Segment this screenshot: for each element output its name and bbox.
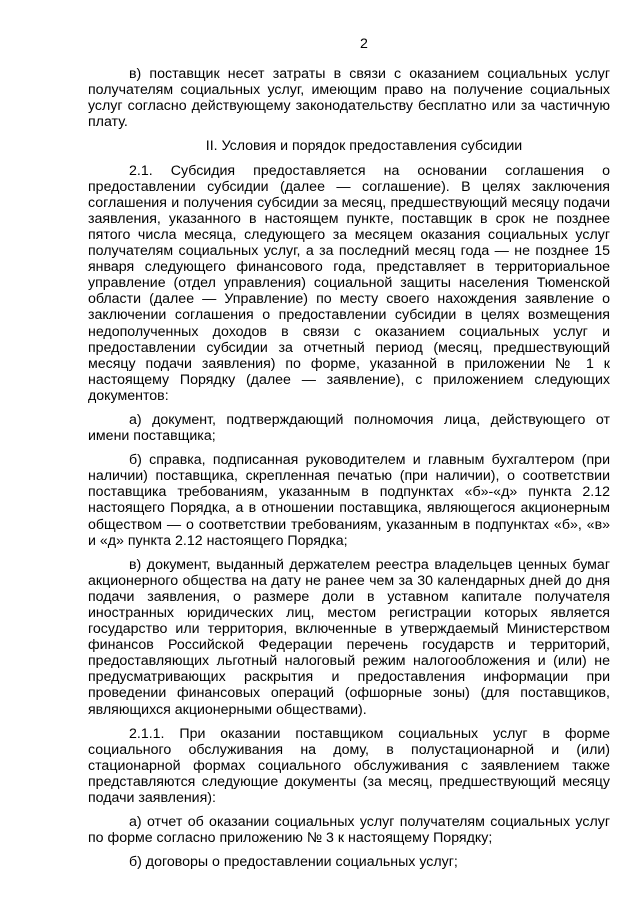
page-number: 2 — [360, 36, 368, 52]
paragraph-v-registry: в) документ, выданный держателем реестра владельцев ценных бумаг акционерного общества на дату не ранее чем за 30 календарных дней до дня подачи заявления, о размере доли в уставном капитале получателя иностранных юридических лиц, местом регистрации которых является государство или территория, включенные в утверждаемый Министерством финансов Российской Федерации перечень государств и территорий, предоставляющих льготный налоговый режим налогообложения и (или) не предусматривающих раскрытия и предоставления информации при проведении финансовых операций (офшорные зоны) (для поставщиков, являющихся акционерными обществами). — [88, 556, 610, 718]
paragraph-a-report: а) отчет об оказании социальных услуг получателям социальных услуг по форме согласно приложению № 3 к настоящему Порядку; — [88, 814, 610, 847]
section-heading: II. Условия и порядок предоставления субсидии — [205, 138, 523, 155]
paragraph-2-1-1: 2.1.1. При оказании поставщиком социальных услуг в форме социального обслуживания на дому, в полустационарной и (или) стационарной формах социального обслуживания с заявлением также представляются следующие документы (за месяц, предшествующий месяцу подачи заявления): — [88, 725, 610, 807]
paragraph-b-contracts: б) договоры о предоставлении социальных услуг; — [129, 854, 458, 871]
paragraph-2-1: 2.1. Субсидия предоставляется на основании соглашения о предоставлении субсидии (далее — соглашение). В целях заключения соглашения и получения субсидии за месяц, предшествующий месяцу подачи заявления, указанного в настоящем пункте, поставщик в срок не позднее пятого числа месяца, следующего за месяцем оказания социальных услуг получателям социальных услуг, а за последний месяц года — не позднее 15 января следующего финансового года, представляет в территориальное управление (отдел управления) социальной защиты населения Тюменской области (далее — Управление) по месту своего нахождения заявление о заключении соглашения о предоставлении субсидии в целях возмещения недополученных доходов в связи с оказанием социальных услуг и предоставлении субсидии за отчетный период (месяц, предшествующий месяцу подачи заявления) по форме, указанной в приложении № 1 к настоящему Порядку (далее — заявление), с приложением следующих документов: — [88, 162, 610, 404]
paragraph-a-authority: а) документ, подтверждающий полномочия лица, действующего от имени поставщика; — [88, 411, 610, 445]
paragraph-v-costs: в) поставщик несет затраты в связи с оказанием социальных услуг получателям социальных услуг, имеющим право на получение социальных услуг согласно действующему законодательству бесплатно или за частичную плату. — [88, 66, 610, 131]
paragraph-b-certificate: б) справка, подписанная руководителем и главным бухгалтером (при наличии) поставщика, скрепленная печатью (при наличии), о соответствии поставщика требованиям, указанным в подпунктах «б»-«д» пункта 2.12 настоящего Порядка, а в отношении поставщика, являющегося акционерным обществом — о соответствии требованиям, указанным в подпунктах «б», «в» и «д» пункта 2.12 настоящего Порядка; — [88, 452, 610, 549]
